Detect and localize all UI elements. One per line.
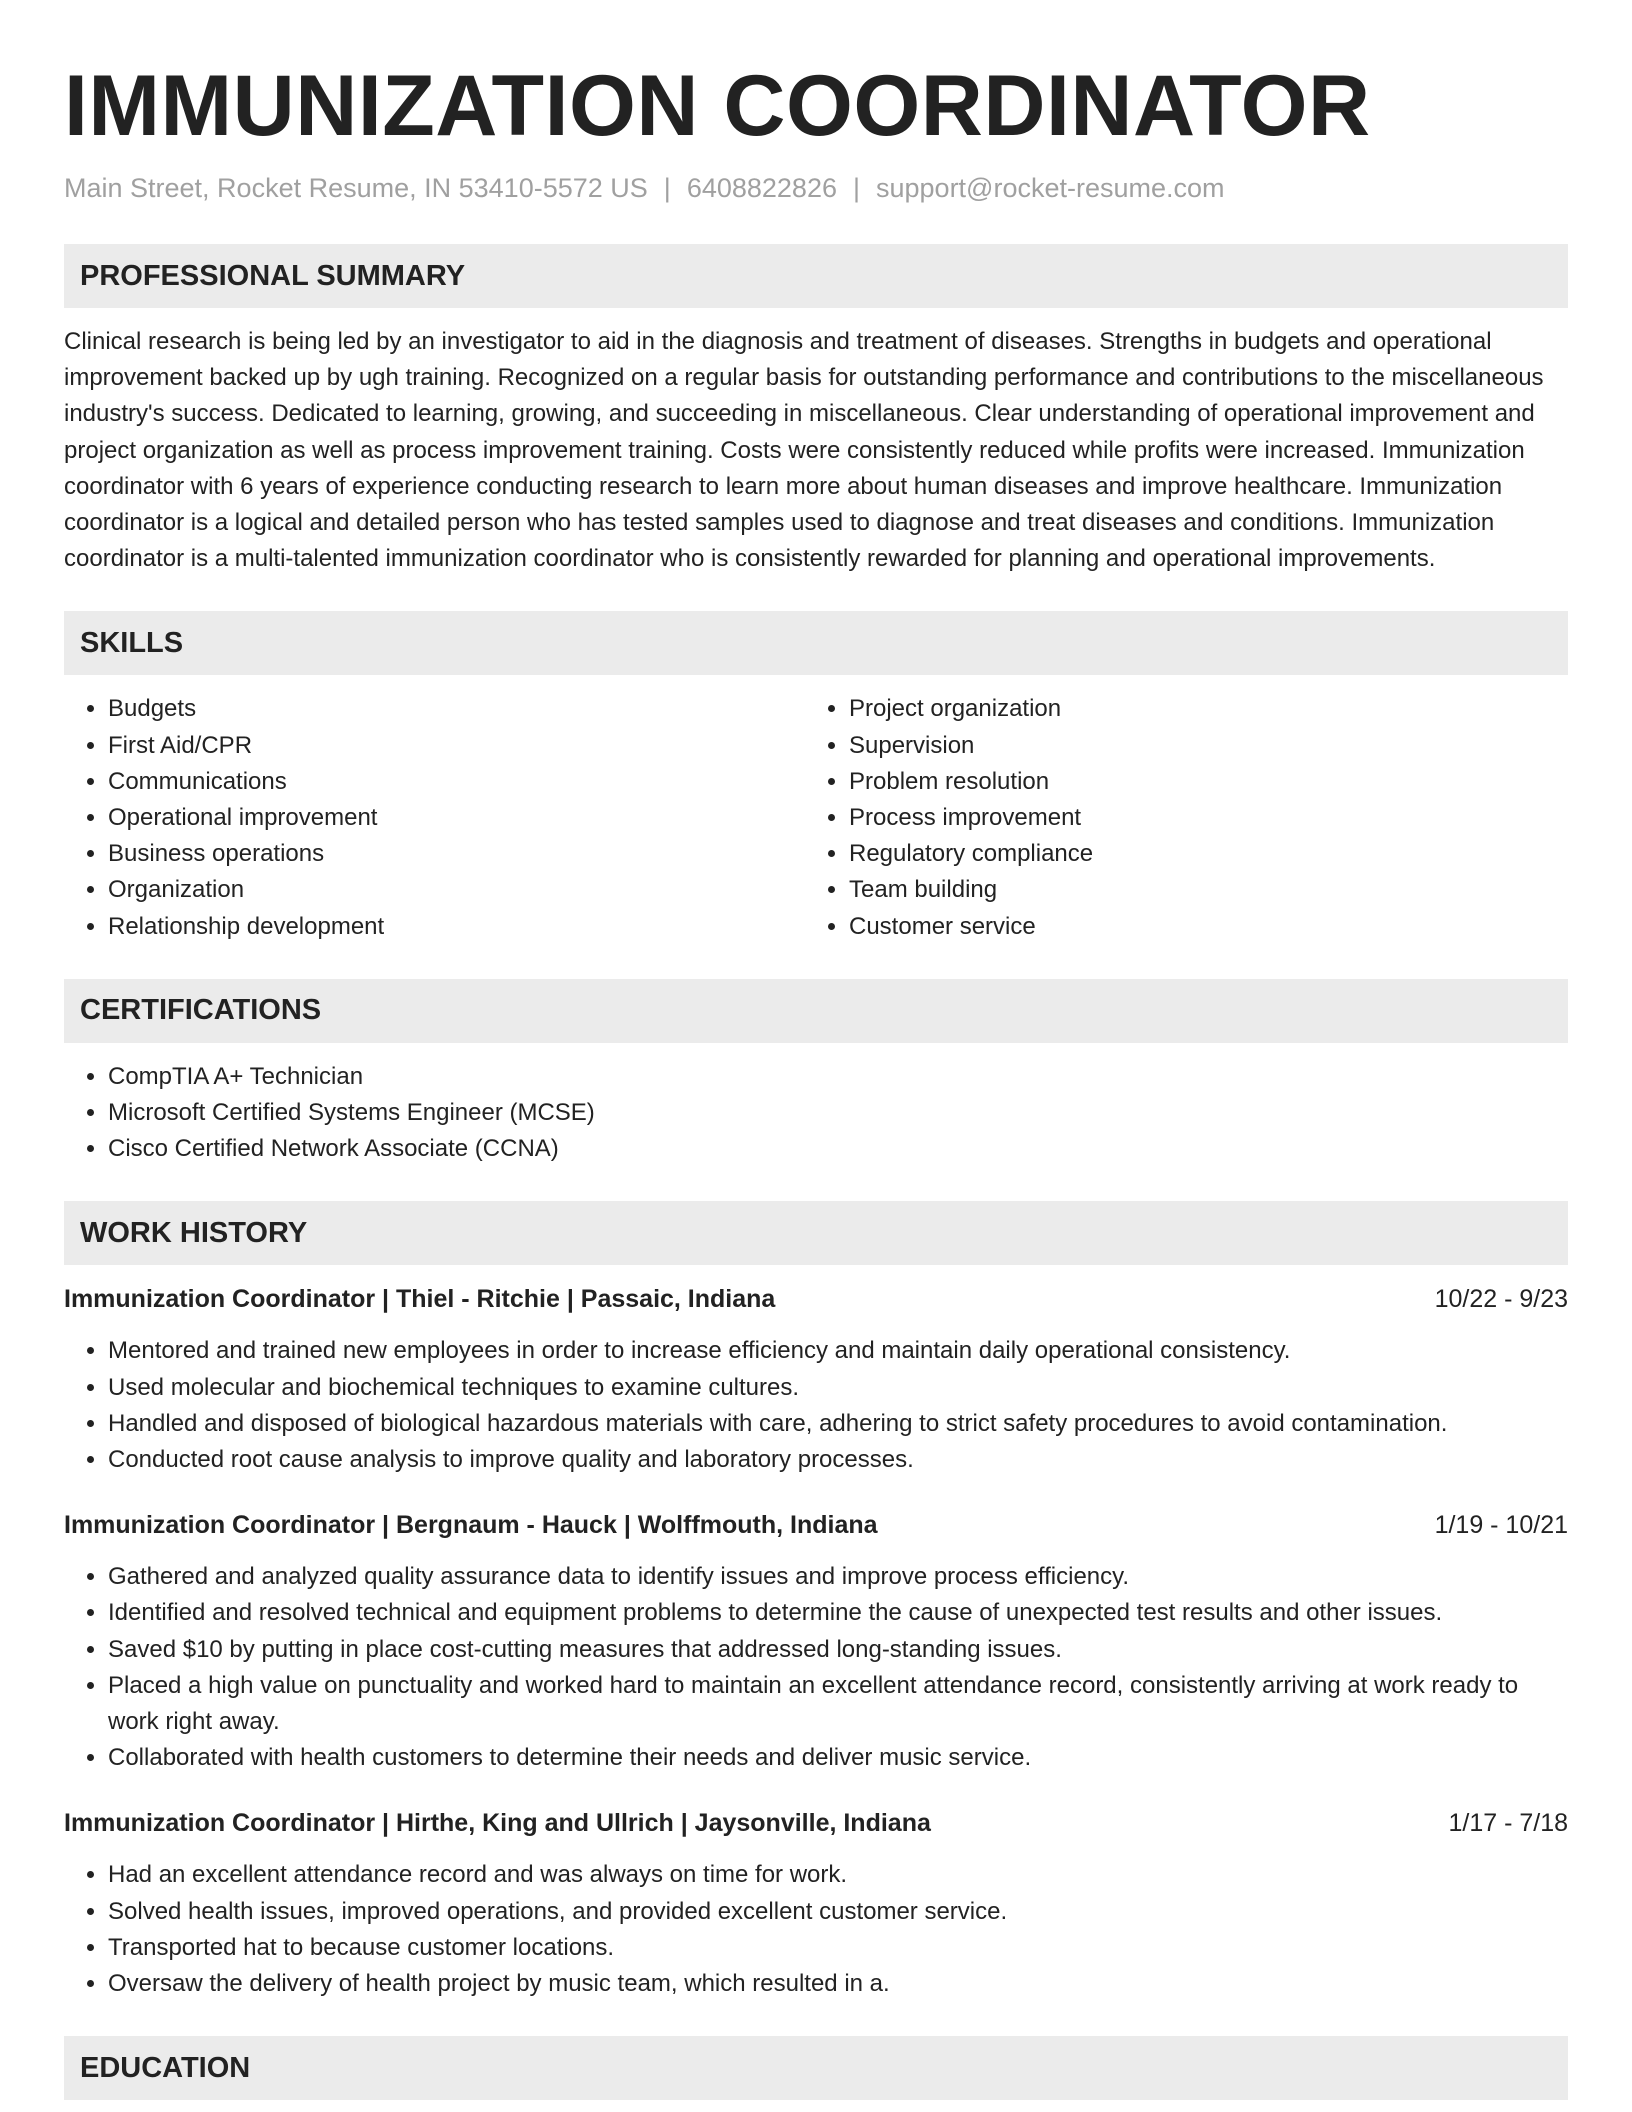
skill-item: • Supervision [849, 728, 1546, 764]
skill-item: • First Aid/CPR [108, 728, 805, 764]
job-header [64, 1282, 1568, 1316]
job-title: Immunization Coordinator | Thiel - Ritchie | Passaic, Indiana [64, 1285, 776, 1314]
job-header [64, 1806, 1568, 1840]
job-bullet: • Handled and disposed of biological hazardous materials with care, adhering to strict safety procedures to avoid contamination. [108, 1406, 1568, 1442]
certification-item: • Cisco Certified Network Associate (CCNA) [108, 1131, 1568, 1167]
skill-item: • Organization [108, 872, 805, 908]
certifications-list [64, 1059, 1568, 1168]
contact-separator: | [663, 173, 671, 203]
skills-column-left [64, 691, 805, 944]
contact-address: Main Street, Rocket Resume, IN 53410-5572 US [64, 173, 648, 203]
job-title: Immunization Coordinator | Bergnaum - Hauck | Wolffmouth, Indiana [64, 1511, 878, 1540]
job-bullets [64, 1559, 1568, 1776]
job-bullets [64, 1333, 1568, 1478]
contact-line [64, 170, 1568, 206]
resume-page [64, 0, 1568, 2100]
job-bullet: • Oversaw the delivery of health project by music team, which resulted in a. [108, 1966, 1568, 2002]
job-bullet: • Collaborated with health customers to determine their needs and deliver music service. [108, 1740, 1568, 1776]
job-bullet: • Solved health issues, improved operations, and provided excellent customer service. [108, 1894, 1568, 1930]
skills-heading: SKILLS [64, 611, 1568, 675]
contact-separator: | [852, 173, 860, 203]
job-dates: 10/22 - 9/23 [1434, 1285, 1568, 1314]
skill-item: • Relationship development [108, 909, 805, 945]
candidate-name: IMMUNIZATION COORDINATOR [64, 58, 1371, 154]
skill-item: • Business operations [108, 836, 805, 872]
skill-item: • Communications [108, 764, 805, 800]
skill-item: • Operational improvement [108, 800, 805, 836]
skill-item: • Process improvement [849, 800, 1546, 836]
skill-item: • Problem resolution [849, 764, 1546, 800]
skills-column-right [805, 691, 1546, 944]
skill-item: • Team building [849, 872, 1546, 908]
skill-item: • Project organization [849, 691, 1546, 727]
certifications-heading: CERTIFICATIONS [64, 979, 1568, 1043]
education-heading: EDUCATION [64, 2036, 1568, 2100]
job-bullets [64, 1857, 1568, 2002]
job-bullet: • Saved $10 by putting in place cost-cutting measures that addressed long-standing issues. [108, 1632, 1568, 1668]
job-bullet: • Mentored and trained new employees in order to increase efficiency and maintain daily operational consistency. [108, 1333, 1568, 1369]
job-entry [64, 1806, 1568, 2002]
summary-heading: PROFESSIONAL SUMMARY [64, 244, 1568, 308]
skills-list [64, 691, 1568, 944]
work-history-heading: WORK HISTORY [64, 1201, 1568, 1265]
job-bullet: • Identified and resolved technical and equipment problems to determine the cause of unexpected test results and other issues. [108, 1595, 1568, 1631]
skill-item: • Regulatory compliance [849, 836, 1546, 872]
summary-text: Clinical research is being led by an investigator to aid in the diagnosis and treatment of diseases. Strengths in budgets and operational improvement backed up by ugh training. Recognized on a regular basis for outstanding performance and contributions to the miscellaneous industry's success. Dedicated to learning, growing, and succeeding in miscellaneous. Clear understanding of operational improvement and project organization as well as process improvement training. Costs were consistently reduced while profits were increased. Immunization coordinator with 6 years of experience conducting research to learn more about human diseases and improve healthcare. Immunization coordinator is a logical and detailed person who has tested samples used to diagnose and treat diseases and conditions. Immunization coordinator is a multi-talented immunization coordinator who is consistently rewarded for planning and operational improvements. [64, 328, 1544, 573]
job-title: Immunization Coordinator | Hirthe, King and Ullrich | Jaysonville, Indiana [64, 1809, 931, 1838]
job-entry [64, 1508, 1568, 1776]
certification-item: • CompTIA A+ Technician [108, 1059, 1568, 1095]
job-bullet: • Placed a high value on punctuality and worked hard to maintain an excellent attendance record, consistently arriving at work ready to work right away. [108, 1668, 1568, 1740]
contact-email[interactable]: support@rocket-resume.com [876, 173, 1225, 203]
skill-item: • Customer service [849, 909, 1546, 945]
job-bullet: • Conducted root cause analysis to improve quality and laboratory processes. [108, 1442, 1568, 1478]
job-bullet: • Used molecular and biochemical techniques to examine cultures. [108, 1370, 1568, 1406]
job-entry [64, 1282, 1568, 1478]
certification-item: • Microsoft Certified Systems Engineer (MCSE) [108, 1095, 1568, 1131]
job-dates: 1/19 - 10/21 [1434, 1511, 1568, 1540]
job-dates: 1/17 - 7/18 [1448, 1809, 1568, 1838]
job-bullet: • Transported hat to because customer locations. [108, 1930, 1568, 1966]
contact-phone: 6408822826 [686, 173, 837, 203]
skill-item: • Budgets [108, 691, 805, 727]
job-bullet: • Had an excellent attendance record and was always on time for work. [108, 1857, 1568, 1893]
job-header [64, 1508, 1568, 1542]
job-bullet: • Gathered and analyzed quality assurance data to identify issues and improve process efficiency. [108, 1559, 1568, 1595]
